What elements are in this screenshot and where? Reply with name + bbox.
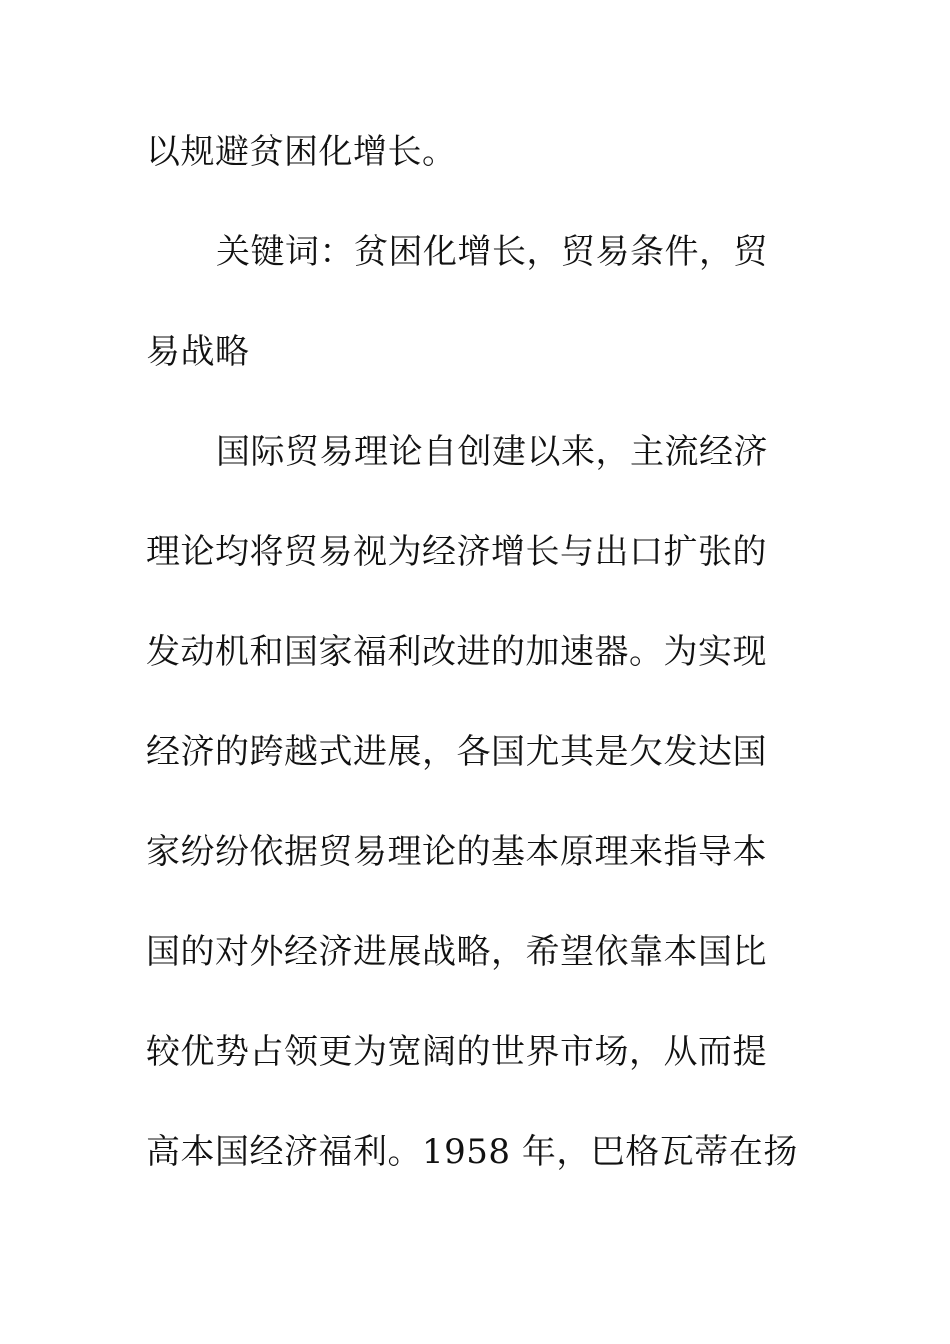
paragraph-line-2: 理论均将贸易视为经济增长与出口扩张的	[146, 532, 767, 572]
paragraph-line-5: 家纷纷依据贸易理论的基本原理来指导本	[146, 832, 767, 872]
paragraph-line-3: 发动机和国家福利改进的加速器。为实现	[146, 632, 767, 672]
paragraph-line-6: 国的对外经济进展战略，希望依靠本国比	[146, 932, 767, 972]
text-line-1: 以规避贫困化增长。	[146, 132, 457, 172]
paragraph-line-7: 较优势占领更为宽阔的世界市场，从而提	[146, 1032, 767, 1072]
paragraph-line-8: 高本国经济福利。1958 年，巴格瓦蒂在扬	[146, 1132, 798, 1172]
paragraph-line-1: 国际贸易理论自创建以来，主流经济	[216, 432, 768, 472]
paragraph-line-4: 经济的跨越式进展，各国尤其是欠发达国	[146, 732, 767, 772]
keywords-line: 关键词：贫困化增长，贸易条件，贸	[216, 232, 768, 272]
keywords-line-continued: 易战略	[146, 332, 250, 372]
